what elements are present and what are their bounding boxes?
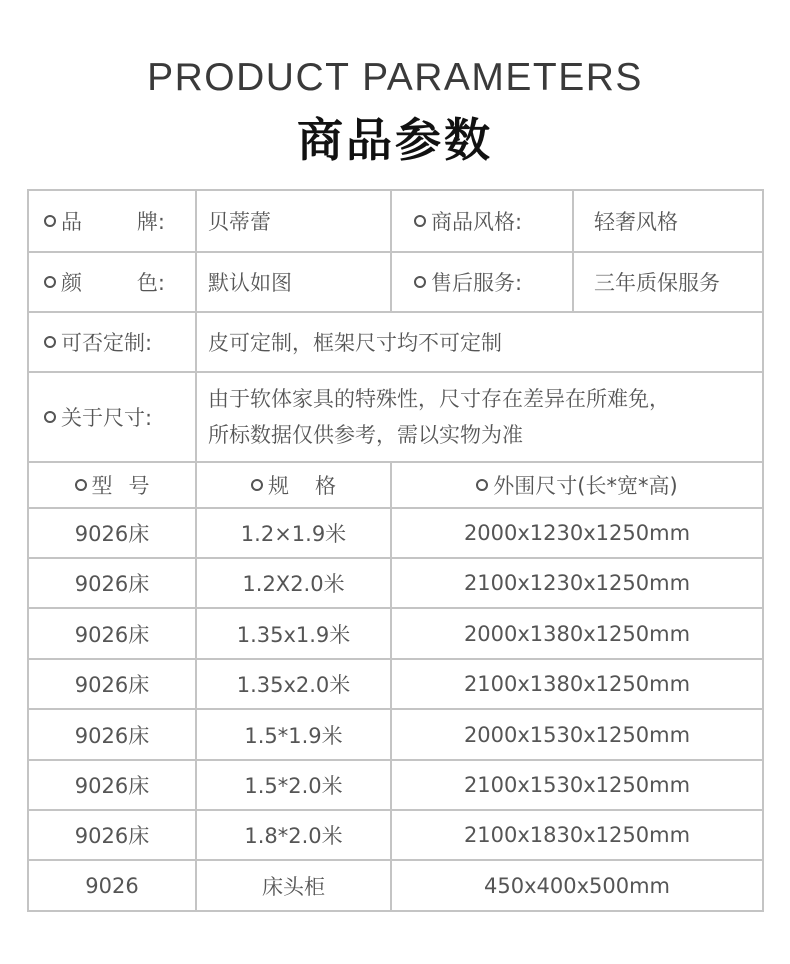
row-model: 9026床 — [74, 572, 150, 596]
row-dims: 2100x1830x1250mm — [463, 823, 691, 847]
bullet-circle-icon — [75, 479, 87, 491]
custom-label-cell — [29, 313, 195, 371]
row-dims: 2000x1230x1250mm — [463, 521, 691, 545]
bullet-circle-icon — [414, 276, 426, 288]
row-dims: 450x400x500mm — [483, 873, 671, 898]
header-spec-cell — [197, 463, 390, 507]
service-label: 售后服务: — [431, 271, 523, 295]
row-model: 9026床 — [74, 522, 150, 546]
header-model-char: 型 — [91, 474, 113, 498]
bullet-circle-icon — [44, 411, 56, 423]
row-spec: 1.2×1.9米 — [240, 522, 347, 546]
bullet-circle-icon — [414, 215, 426, 227]
row-spec: 1.2X2.0米 — [242, 572, 345, 596]
bullet-circle-icon — [44, 276, 56, 288]
row-model: 9026床 — [74, 673, 150, 697]
bullet-circle-icon — [476, 479, 488, 491]
custom-value: 皮可定制，框架尺寸均不可定制 — [208, 331, 502, 355]
color-value: 默认如图 — [208, 271, 292, 295]
bullet-circle-icon — [44, 336, 56, 348]
size-note-label: 关于尺寸: — [61, 406, 153, 430]
size-note-line: 由于软体家具的特殊性，尺寸存在差异在所难免， — [208, 387, 670, 411]
table-line — [27, 910, 764, 912]
style-value: 轻奢风格 — [594, 210, 678, 234]
bullet-circle-icon — [44, 215, 56, 227]
header-dims-label: 外围尺寸(长*宽*高) — [493, 474, 678, 498]
row-dims: 2100x1380x1250mm — [463, 672, 691, 696]
header-model-cell — [29, 463, 195, 507]
custom-label: 可否定制: — [61, 331, 153, 355]
row-dims: 2000x1380x1250mm — [463, 621, 691, 646]
header-spec-char: 格 — [315, 474, 336, 498]
size-note-value — [197, 373, 762, 461]
row-model: 9026床 — [74, 723, 150, 748]
row-model: 9026 — [85, 873, 139, 898]
header-spec-char: 规 — [268, 474, 289, 498]
row-spec: 床头柜 — [262, 874, 325, 899]
style-label-cell — [392, 191, 572, 251]
color-label-char: 色: — [136, 271, 165, 295]
brand-label-char: 品 — [61, 210, 82, 234]
color-label-char: 颜 — [61, 271, 82, 295]
row-dims: 2100x1530x1250mm — [463, 773, 691, 797]
title-english: PRODUCT PARAMETERS — [147, 56, 643, 99]
row-spec: 1.35x1.9米 — [236, 622, 351, 647]
header-model-char: 号 — [128, 474, 150, 498]
size-note-line: 所标数据仅供参考，需以实物为准 — [208, 423, 523, 447]
row-spec: 1.5*1.9米 — [244, 723, 343, 748]
row-spec: 1.5*2.0米 — [244, 774, 343, 798]
brand-label-char: 牌: — [136, 210, 165, 234]
row-spec: 1.35x2.0米 — [236, 673, 351, 697]
size-note-label-cell — [29, 373, 195, 461]
style-label: 商品风格: — [431, 210, 523, 234]
brand-value: 贝蒂蕾 — [208, 210, 271, 234]
color-label-cell — [29, 253, 195, 311]
row-model: 9026床 — [74, 774, 150, 798]
row-model: 9026床 — [74, 824, 150, 848]
table-line — [762, 189, 764, 912]
service-label-cell — [392, 253, 572, 311]
header-dims-cell — [392, 463, 762, 507]
parameter-table — [27, 189, 764, 912]
row-model: 9026床 — [74, 622, 150, 647]
brand-label-cell — [29, 191, 195, 251]
row-spec: 1.8*2.0米 — [244, 824, 343, 848]
title-chinese: 商品参数 — [297, 113, 493, 167]
service-value: 三年质保服务 — [594, 271, 720, 295]
row-dims: 2100x1230x1250mm — [463, 571, 691, 595]
row-dims: 2000x1530x1250mm — [463, 722, 691, 747]
bullet-circle-icon — [251, 479, 263, 491]
